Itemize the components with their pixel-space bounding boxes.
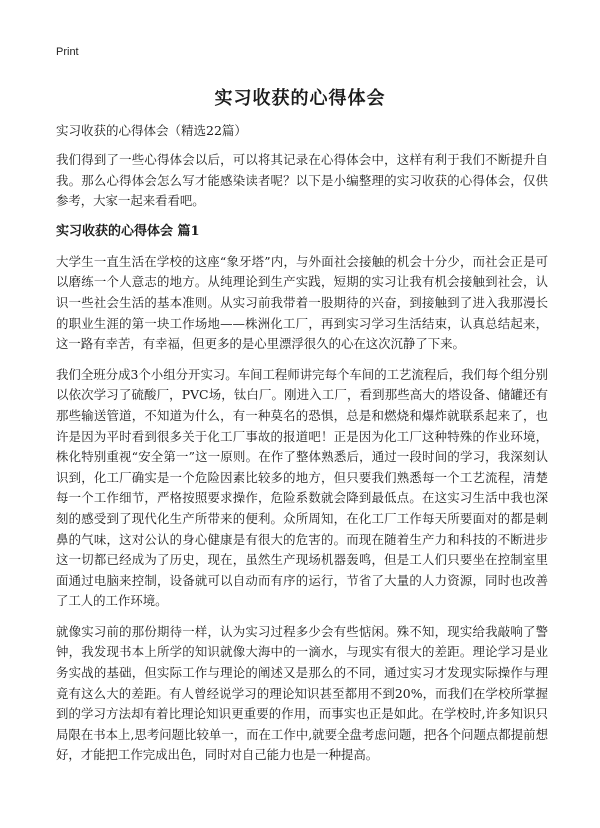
body-paragraph-2: 我们全班分成3个小组分开实习。车间工程师讲完每个车间的工艺流程后，我们每个组分别以依次学习了硫酸厂，PVC场，钛白厂。刚进入工厂，看到那些高大的塔设备、储罐还有那些输送管道，不知道为什么，有一种莫名的恐惧，总是和燃烧和爆炸就联系起来了，也许是因为平时看到很多关于化工厂事故的报道吧！正是因为化工厂这种特殊的作业环境，株化特别重视“安全第一”这一原则。在作了整体熟悉后，通过一段时间的学习，我深刻认识到，化工厂确实是一个危险因素比较多的地方，但只要我们熟悉每一个工艺流程，清楚每一个工作细节，严格按照要求操作，危险系数就会降到最低点。在这实习生活中我也深刻的感受到了现代化生产所带来的便利。众所周知，在化工厂工作每天所要面对的都是刺鼻的气味，这对公认的身心健康是有很大的危害的。而现在随着生产力和科技的不断进步这一切都已经成为了历史，现在，虽然生产现场机器轰鸣，但是工人们只要坐在控制室里面通过电脑来控制，设备就可以自动而有序的运行，节省了大量的人力资源，同时也改善了工人的工作环境。	[56, 366, 548, 609]
body-paragraph-1: 大学生一直生活在学校的这座“象牙塔”内，与外面社会接触的机会十分少，而社会正是可以磨练一个人意志的地方。从纯理论到生产实践，短期的实习让我有机会接触到社会，认识一些社会生活的基本准则。从实习前我带着一股期待的兴奋，到接触到了进入我那漫长的职业生涯的第一块工作场地——株洲化工厂，再到实习学习生活结束，认真总结起来，这一路有幸苦，有幸福，但更多的是心里漂浮很久的心在这次沉静了下来。	[56, 253, 548, 352]
document-subtitle: 实习收获的心得体会（精选22篇）	[56, 123, 247, 138]
section-heading: 实习收获的心得体会 篇1	[56, 223, 200, 239]
print-link[interactable]: Print	[56, 46, 79, 58]
body-paragraph-3: 就像实习前的那份期待一样，认为实习过程多少会有些惦闲。殊不知，现实给我敲响了警钟，我发现书本上所学的知识就像大海中的一滴水，与现实有很大的差距。理论学习是业务实战的基础，但实际工作与理论的阐述又是那么的不同，通过实习才发现实际操作与理 竟有这么大的差距。有人曾经说学习的理论知识甚至都用不到20%，而我们在学校所掌握到的学习方法却有着比理论知识更重要的作用，而事实也正是如此。在学校时,许多知识只局限在书本上,思考问题比较单一，而在工作中,就要全盘考虑问题，把各个问题点都提前想好，才能把工作完成出色，同时对自己能力也是一种提高。	[56, 623, 548, 763]
document-body	[56, 150, 548, 776]
page-title: 实习收获的心得体会	[214, 88, 386, 109]
intro-paragraph: 我们得到了一些心得体会以后，可以将其记录在心得体会中，这样有利于我们不断提升自我。那么心得体会怎么写才能感染读者呢？以下是小编整理的实习收获的心得体会，仅供参考，大家一起来看看吧。	[56, 152, 548, 209]
